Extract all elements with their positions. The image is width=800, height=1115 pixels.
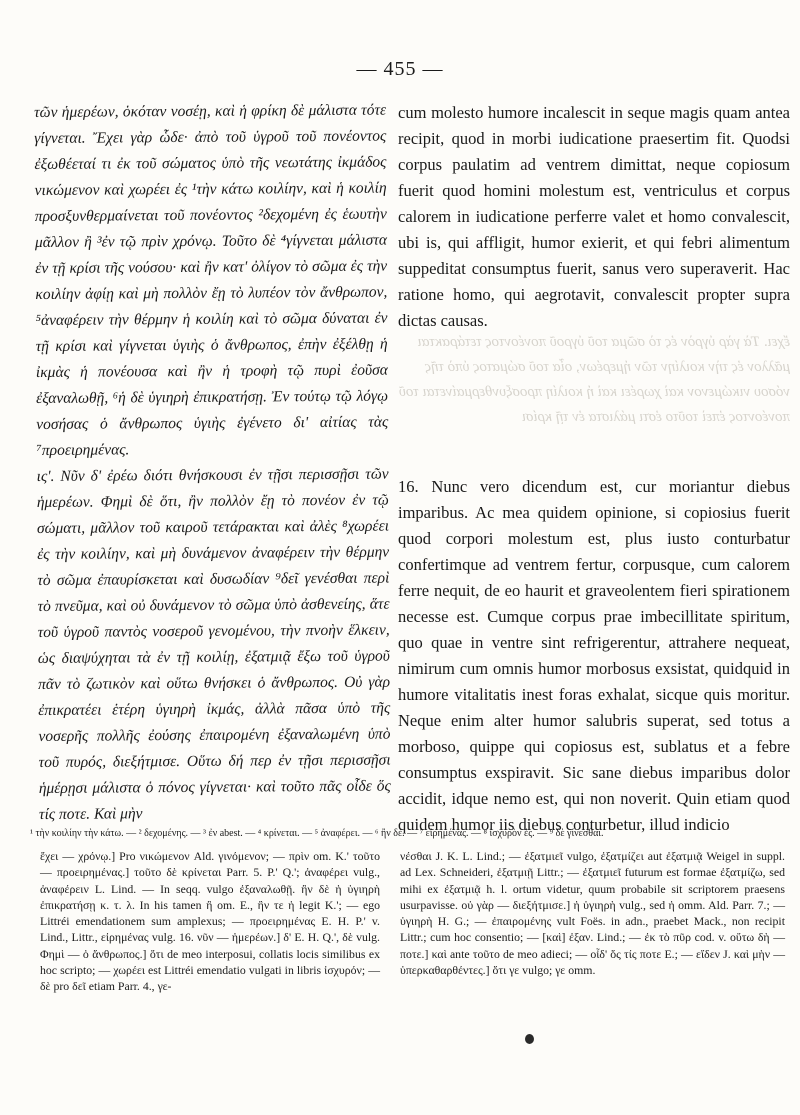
notes-left-text: ἔχει — χρόνῳ.] Pro νικώμενον Ald. γινόμενον; — πρὶν om. K.' τοῦτο — προειρημένας.] τοῦτο δὲ κρίνεται Parr. 5. P.' Q.'; ἀναφέρει vulg., ἀναφέρειν L. Lind. — In seqq. vulgo ἐξαναλωθῇ. ἢν δὲ ἡ ὑγιηρὴ ἐπικρατήσῃ κ. τ. λ. In his tamen ἢ om. E., ἢν τε ἡ legit K.'; — ego Littréi emendationem sum amplexus; — προειρημένας E. H. P.' v. Lind., Littr., εἰρημένας vulg. 16. νῦν — ἡμερέων.] δ' E. H. Q.', δὲ vulg. Φημὶ — ὁ ἄνθρωπος.] ὅτι de meo interposui, collatis locis similibus ex hoc scripto; — χωρέει est Littréi emendatio vulgati in libris ἰσχυρόν; — δὲ pro δεῖ etiam Parr. 4., γε- — [40, 849, 380, 994]
greek-paragraph-1: τῶν ἡμερέων, ὁκόταν νοσέῃ, καὶ ἡ φρίκη δὲ μάλιστα τότε γίγνεται. Ἔχει γὰρ ὧδε· ἀπὸ τοῦ ὑγροῦ τοῦ πονέοντος ἐξωθέεταί τι ἐκ τοῦ σώματος ὑπὸ τῆς νεωτάτης ἰκμάδος νικώμενον καὶ χωρέει ἐς ¹τὴν κάτω κοιλίην, καὶ ἡ κοιλίη προσξυνθερμαίνεται τοῦ πονέοντος ²δεχομένη ἐς ἑωυτὴν μᾶλλον ἢ ³ἐν τῷ πρὶν χρόνῳ. Τοῦτο δὲ ⁴γίγνεται μάλιστα ἐν τῇ κρίσι τῆς νούσου· καὶ ἢν κατ' ὀλίγον τὸ σῶμα ἐς τὴν κοιλίην ἀφίῃ καὶ μὴ πολλὸν ἔῃ τὸ λυπέον τὸν ἄνθρωπον, ⁵ἀναφέρειν τὴν θέρμην ἡ κοιλίη καὶ τὸ σῶμα δύναται ἐν τῇ κρίσι καὶ γίγνεται ὑγιὴς ὁ ἄνθρωπος, ἐπὴν ἐξέλθῃ ἡ ἰκμὰς ἡ πονέουσα καὶ ἢν ἡ τροφὴ τῷ πυρὶ ἐοῦσα ἐξαναλωθῇ, ⁶ἡ δὲ ὑγιηρὴ ἐπικρατήσῃ. Ἐν τούτῳ τῷ λόγῳ νοσήσας ὁ ἄνθρωπος ὑγιὴς ἐγένετο δι' αἰτίας τὰς ⁷προειρημένας. — [34, 101, 389, 459]
page-number: — 455 — — [356, 58, 444, 80]
greek-paragraph-2: ις'. Νῦν δ' ἐρέω διότι θνήσκουσι ἐν τῇσι περισσῇσι τῶν ἡμερέων. Φημὶ δὲ ὅτι, ἢν πολλὸν ἔῃ τὸ πονέον ἐν τῷ σώματι, μᾶλλον τοῦ καιροῦ τετάρακται καὶ ἀλὲς ⁸χωρέει ἐς τὴν κοιλίην, καὶ μὴ δυνάμενον ἀναφέρειν τὴν θέρμην τὸ σῶμα ἐπαυρίσκεται καὶ δυσωδίαν ⁹δεῖ γενέσθαι περὶ τὸ πνεῦμα, καὶ οὐ δυνάμενον τὸ σῶμα ὑπὸ ἀσθενείης, ἅτε τοῦ ὑγροῦ παντὸς νοσεροῦ γενομένου, τὴν πνοὴν ἕλκειν, ὡς διαψύχηται τὰ ἐν τῇ κοιλίῃ, ἐξατμιᾷ ἔξω τοῦ ὑγροῦ πᾶν τὸ ζωτικὸν καὶ οὕτω θνήσκει ὁ ἄνθρωπος. Οὐ γὰρ ἐπικρατέει ἑτέρη ὑγιηρὴ ἰκμάς, ἀλλὰ πᾶσα ὑπὸ τῆς νοσερῆς πολλῆς ἐούσης ἐπαιρομένη ἐξαναλωμένη ὑπὸ τοῦ πυρός, διεξήτμισε. Οὕτω δή περ ἐν τῇσι περισσῇσι ἡμέρῃσι μάλιστα ὁ πόνος γίγνεται· καὶ τοῦτο πᾶς οἶδε ὅς τίς ποτε. Καὶ μὴν — [36, 465, 391, 823]
ink-blot — [525, 1034, 534, 1044]
footnote-variants: ¹ τὴν κοιλίην τὴν κάτω. — ² δεχομένης. — ³ ἐν abest. — ⁴ κρίνεται. — ⁵ ἀναφέρει. — ⁶ ἢν δέ. — ⁷ εἰρημένας. — ⁸ ἰσχυρὸν ἐς. — ⁹ δὲ γίνεσθαι. — [30, 828, 604, 839]
latin-paragraph-1: cum molesto humore incalescit in seque magis quam antea recipit, quod in morbi iudicatione praesertim fit. Quodsi corpus paulatim ad ventrem dimittat, neque copiosum fuerit quod homini molestum est, ventriculus et corpus calorem in iudicatione perferre valet et homo convalescit, ubi is, qui affligit, humor exierit, et qui febri alimentum suppeditat consumptus fuerit, sanus vero superaverit. Hac ratione homo, qui aegrotavit, convalescit propter supra dictas causas. — [398, 103, 790, 330]
greek-column — [34, 98, 391, 828]
latin-column — [398, 100, 790, 838]
notes-right-text: νέσθαι J. K. L. Lind.; — ἐξατμιεῖ vulgo, ἐξατμίζει aut ἐξατμιᾷ Weigel in suppl. ad Lex. Schneideri, ἐξατμιῇ Littr.; — ἐξατμιεῖ futurum est formae ἐξατμίζω, sed mihi ex ἐξατμιᾷ h. l. ortum videtur, quum probabile sit scriptorem praesens usurpavisse. οὐ γὰρ — διεξήτμισε.] ἡ ὑγιηρὴ vulg., sed ἡ omm. Ald. Parr. 7.; — ὑγιηρὴ H. G.; — ἐπαιρομένης vult Foës. in adn., praebet Mack., non recipit Littr.; cum hoc consentio; — [καὶ] ἐξαν. Lind.; — ἐκ τὸ πῦρ cod. v. οὕτω δὴ — ποτε.] καὶ ante τοῦτο de meo adieci; — οἶδ' ὅς τίς ποτε E.; — εἴδεν J. καὶ μὴν — ὑπερκαθαρθέντες.] ὅτι γε vulgo; γε omm. — [400, 849, 785, 978]
notes-right-column — [400, 848, 785, 978]
notes-left-column — [40, 848, 380, 995]
latin-paragraph-2: 16. Nunc vero dicendum est, cur moriantur diebus imparibus. Ac mea quidem opinione, si copiosius fuerit quod corpori molestum est, plus iusto conturbatur confertimque ad ventrem fertur, corpusque, cum calorem ferre nequit, de eo haurit et graveolentem fieri spirationem necesse est. Cumque corpus prae imbecillitate spiritum, quo quae in ventre sint refrigerentur, attrahere nequeat, nimirum cum omnis humor morbosus exsistat, quidquid in humore vitalitatis inest foras exhalat, sicque quis moritur. Neque enim alter humor salubris superat, sed totus a morboso, quippe qui copiosus est, sublatus et a febre consumptus exspiravit. Sic sane diebus imparibus dolor accidit, idque nemo est, qui non noverit. Quin etiam quod quidem humor iis diebus conturbetur, illud indicio — [398, 477, 790, 834]
bleed-through-text: ἔχει. Τὰ γὰρ ὑγρὸν ἐς τὸ σῶμα τοῦ ὑγροῦ πονέοντος τετάρακται μᾶλλον ἐς τὴν κοιλίην τῶν ἡμερέων, οἷα τοῦ σώματος ὑπὸ τῆς νόσου νικώμενον καὶ χωρέει καὶ ἡ κοιλίη προσξυνθερμαίνεται τοῦ πονέοντος ἐπεὶ τοῦτο ἐστι μάλιστα ἐν τῇ κρίσι — [398, 334, 790, 425]
